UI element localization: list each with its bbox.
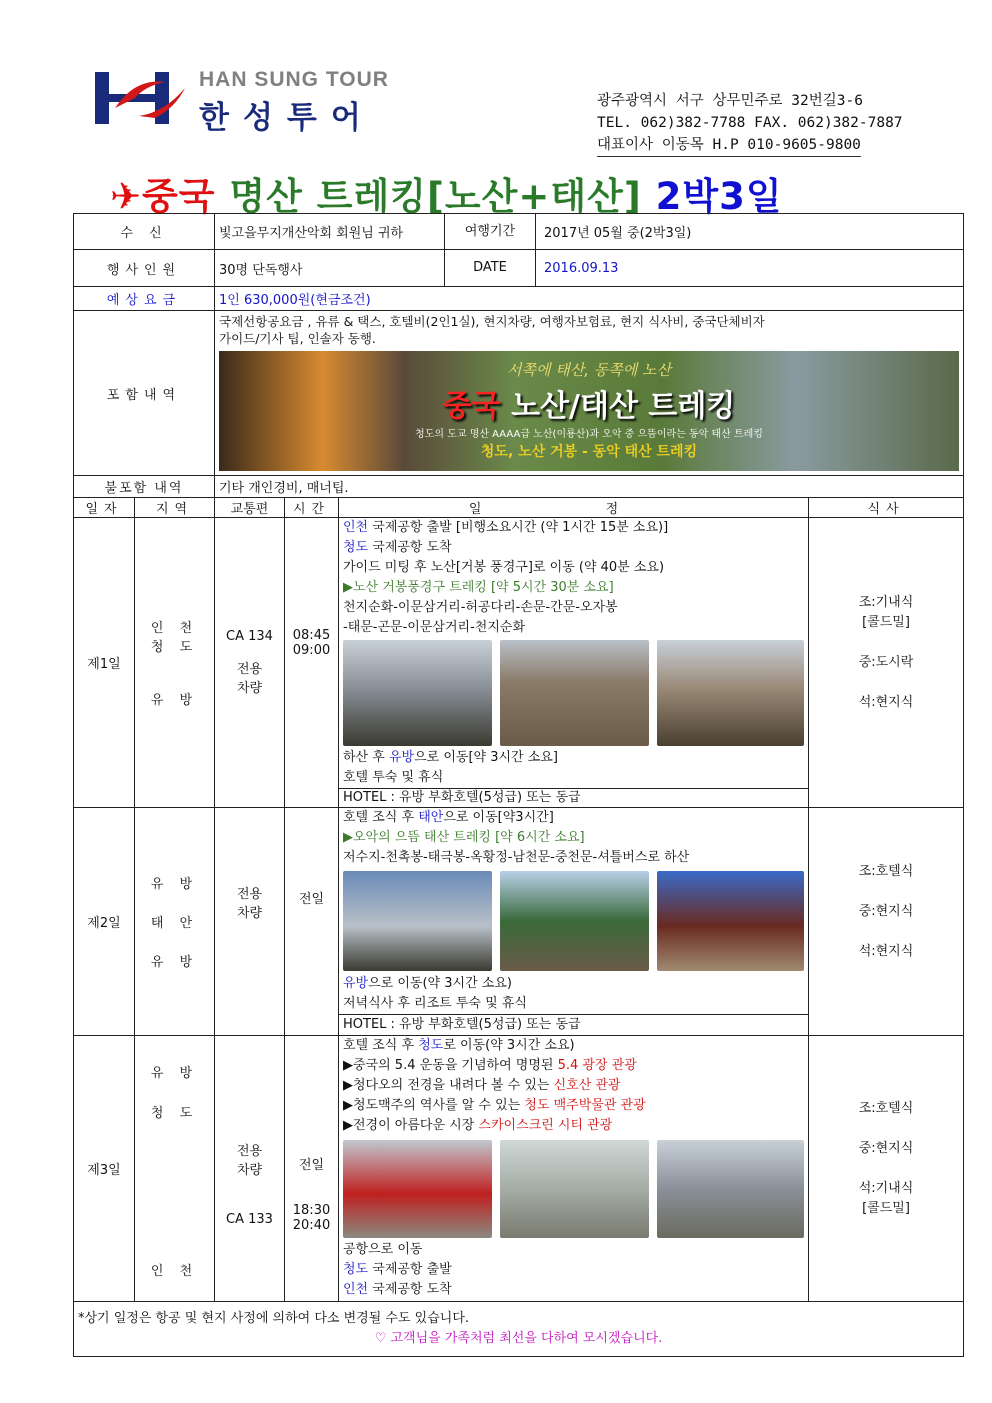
day3-bus-2: 차량 [236,1163,263,1178]
banner-tagline: 서쪽에 태산, 동쪽에 노산 [507,361,671,379]
day3-l6: 공항으로 이동 [343,1242,423,1257]
recipient-value: 빛고을무지개산악회 회원님 귀하 [215,214,445,250]
day2-bus-2: 차량 [236,905,263,921]
day2-label: 제2일 [74,808,135,1036]
day2-l2: ▶오악의 으뜸 태산 트레킹 [약 6시간 소요] [343,830,585,845]
day3-l1-c: 로 이동(약 3시간 소요) [443,1038,575,1053]
include-label: 포함내역 [74,311,215,476]
photo-may4-square [343,1140,492,1238]
day3-l1-city: 청도 [418,1038,444,1053]
photo-qingdao-city [657,1140,804,1238]
company-contact [597,90,903,157]
day1-l7-city: 유방 [388,750,415,765]
day2-row [74,808,964,1036]
day3-label: 제3일 [74,1036,135,1302]
day3-time-1: 18:30 [292,1203,331,1218]
day3-lunch: 중:현지식 [858,1140,914,1156]
price-value: 1인 630,000원(현금조건) [215,287,964,311]
banner-subtitle2: 청도, 노산 거봉 - 동악 태산 트레킹 [480,444,698,460]
company-logo [95,68,435,136]
day3-l4-a: ▶청도맥주의 역사를 알 수 있는 [343,1098,525,1113]
day1-l1: 국제공항 출발 [비행소요시간 (약 1시간 15분 소요)] [368,520,669,535]
day1-bus-2: 차량 [236,681,263,696]
day2-hotel: HOTEL : 유방 부화호텔(5성급) 또는 동급 [339,1014,808,1035]
day1-l2-city: 청도 [343,540,369,555]
photo-taishan-1 [343,871,492,971]
period-value: 2017년 05월 중(2박3일) [544,226,692,241]
day1-time-2: 09:00 [292,642,331,658]
photo-laoshan-2 [500,640,649,746]
day3-breakfast: 조:호텔식 [858,1100,914,1116]
people-value: 30명 단독행사 [215,250,445,287]
day3-l1-a: 호텔 조식 후 [343,1038,419,1053]
photo-laoshan-3 [657,640,804,746]
day1-l6: -태문-곤문-이문삼거리-천지순화 [343,620,526,635]
title-duration: 2박3일 [655,175,783,218]
day3-l2-b: 5.4 광장 관광 [557,1058,637,1073]
col-transport: 교통편 [215,498,285,518]
day1-bus-1: 전용 [236,662,263,677]
day3-l8: 국제공항 도착 [368,1282,452,1297]
page-title [110,166,783,220]
include-line1: 국제선항공요금 , 유류 & 택스, 호텔비(2인1실), 현지차량, 여행자보험료, 현지 식사비, 중국단체비자 [219,314,765,329]
day1-l4: ▶노산 거봉풍경구 트레킹 [약 5시간 30분 소요] [343,580,614,595]
recipient-label: 수 신 [74,214,215,250]
itinerary-table [73,213,964,1357]
day1-time-1: 08:45 [292,627,331,643]
day2-region-1: 유 방 [150,877,199,892]
logo-english: HAN SUNG TOUR [199,68,389,91]
period-label: 여행기간 [445,214,536,249]
day3-l8-city: 인천 [343,1282,369,1297]
day3-l3-b: 신호산 관광 [553,1078,621,1093]
day2-l5: 저녁식사 후 리조트 투숙 및 휴식 [343,996,527,1011]
people-label: 행사인원 [74,250,215,287]
day3-region-2: 청 도 [150,1106,199,1121]
photo-qingdao-sea [500,1140,649,1238]
day1-l8: 호텔 투숙 및 휴식 [343,770,444,785]
day3-l2-a: ▶중국의 5.4 운동을 기념하여 명명된 [343,1058,558,1073]
phone-fax: TEL. 062)382-7788 FAX. 062)382-7887 [597,115,903,131]
day1-breakfast-note: [콜드밀] [862,614,910,630]
day2-breakfast: 조:호텔식 [858,863,914,879]
col-region: 지역 [135,498,215,518]
day2-l4-city: 유방 [343,976,369,991]
photo-taishan-3 [657,871,804,971]
day2-lunch: 중:현지식 [858,903,914,919]
date-value: 2016.09.13 [544,260,619,276]
day3-region-3: 인 천 [150,1264,199,1279]
day1-region-3: 유 방 [150,693,199,708]
day1-l1-city: 인천 [343,520,369,535]
day1-hotel: HOTEL : 유방 부화호텔(5성급) 또는 동급 [339,788,808,807]
day2-region-2: 태 안 [150,916,199,931]
trekking-banner [219,351,959,471]
day3-region-1: 유 방 [150,1066,199,1081]
footer-closing: ♡ 고객님을 가족처럼 최선을 다하여 모시겠습니다. [374,1331,663,1346]
footer-note: *상기 일정은 항공 및 현지 사정에 의하여 다소 변경될 수도 있습니다. [78,1311,470,1326]
day3-dinner-note: [콜드밀] [862,1200,910,1216]
title-china: ✈중국 [110,175,216,218]
day1-label: 제1일 [74,518,135,808]
photo-laoshan-1 [343,640,492,746]
day1-lunch: 중:도시락 [858,654,914,670]
photo-taishan-2 [500,871,649,971]
day1-l3: 가이드 미팅 후 노산[거봉 풍경구]로 이동 (약 40분 소요) [343,560,665,575]
exclude-label: 불포함 내역 [74,476,215,498]
day3-row [74,1036,964,1302]
day1-region-1: 인 천 [150,621,199,636]
col-schedule: 일 정 [339,498,809,518]
col-day: 일자 [74,498,135,518]
logo-korean: 한성투어 [199,100,375,136]
title-trekking: 명산 트레킹[노산+태산] [229,175,642,218]
day3-time-2: 20:40 [292,1218,331,1233]
day1-row [74,518,964,808]
day3-l3-a: ▶청다오의 전경을 내려다 볼 수 있는 [343,1078,554,1093]
day3-time-0: 전일 [298,1158,325,1173]
date-label: DATE [445,250,536,286]
ceo-contact: 대표이사 이동목 H.P 010-9605-9800 [597,134,861,157]
day2-l1-city: 태안 [418,810,444,825]
day3-flight: CA 133 [226,1212,273,1227]
day1-flight: CA 134 [226,629,273,644]
banner-title: 노산/태산 트레킹 [511,389,736,424]
day2-region-3: 유 방 [150,955,199,970]
include-line2: 가이드/기사 팁, 인솔자 동행. [219,331,376,346]
day2-l1-c: 으로 이동[약3시간] [443,810,554,825]
day3-l5-a: ▶전경이 아름다운 시장 [343,1118,479,1133]
day3-l7: 국제공항 출발 [368,1262,452,1277]
day1-dinner: 석:현지식 [858,694,914,710]
day2-l3: 저수지-천촉봉-태극봉-옥황정-남천문-중천문-셔틀버스로 하산 [343,850,690,865]
day2-time: 전일 [285,808,339,1036]
address: 광주광역시 서구 상무민주로 32번길3-6 [597,93,863,109]
day3-dinner: 석:기내식 [858,1180,914,1196]
day3-l4-b: 청도 맥주박물관 관광 [524,1098,646,1113]
day1-region-2: 청 도 [150,640,199,655]
day2-bus-1: 전용 [236,886,263,902]
day1-breakfast: 조:기내식 [858,594,914,610]
banner-subtitle: 청도의 도교 명산 AAAA급 노산(이룡산)과 오악 중 으뜸이라는 동악 태산 트레킹 [415,429,763,440]
banner-china: 중국 [442,389,501,424]
exclude-value: 기타 개인경비, 매너팁. [215,476,964,498]
day3-l5-b: 스카이스크린 시티 관광 [478,1118,613,1133]
hs-logo-icon [95,68,195,126]
day3-l7-city: 청도 [343,1262,369,1277]
day1-l7-c: 으로 이동[약 3시간 소요] [414,750,558,765]
day2-l4: 으로 이동(약 3시간 소요) [368,976,512,991]
day3-bus-1: 전용 [236,1144,263,1159]
col-meal: 식사 [809,498,964,518]
day1-l7-a: 하산 후 [343,750,389,765]
day2-dinner: 석:현지식 [858,943,914,959]
col-time: 시간 [285,498,339,518]
price-label: 예상요금 [74,287,215,311]
day1-l5: 천지순화-이문삼거리-허공다리-손문-간문-오자봉 [343,600,618,615]
day1-l2: 국제공항 도착 [368,540,452,555]
day2-l1-a: 호텔 조식 후 [343,810,419,825]
